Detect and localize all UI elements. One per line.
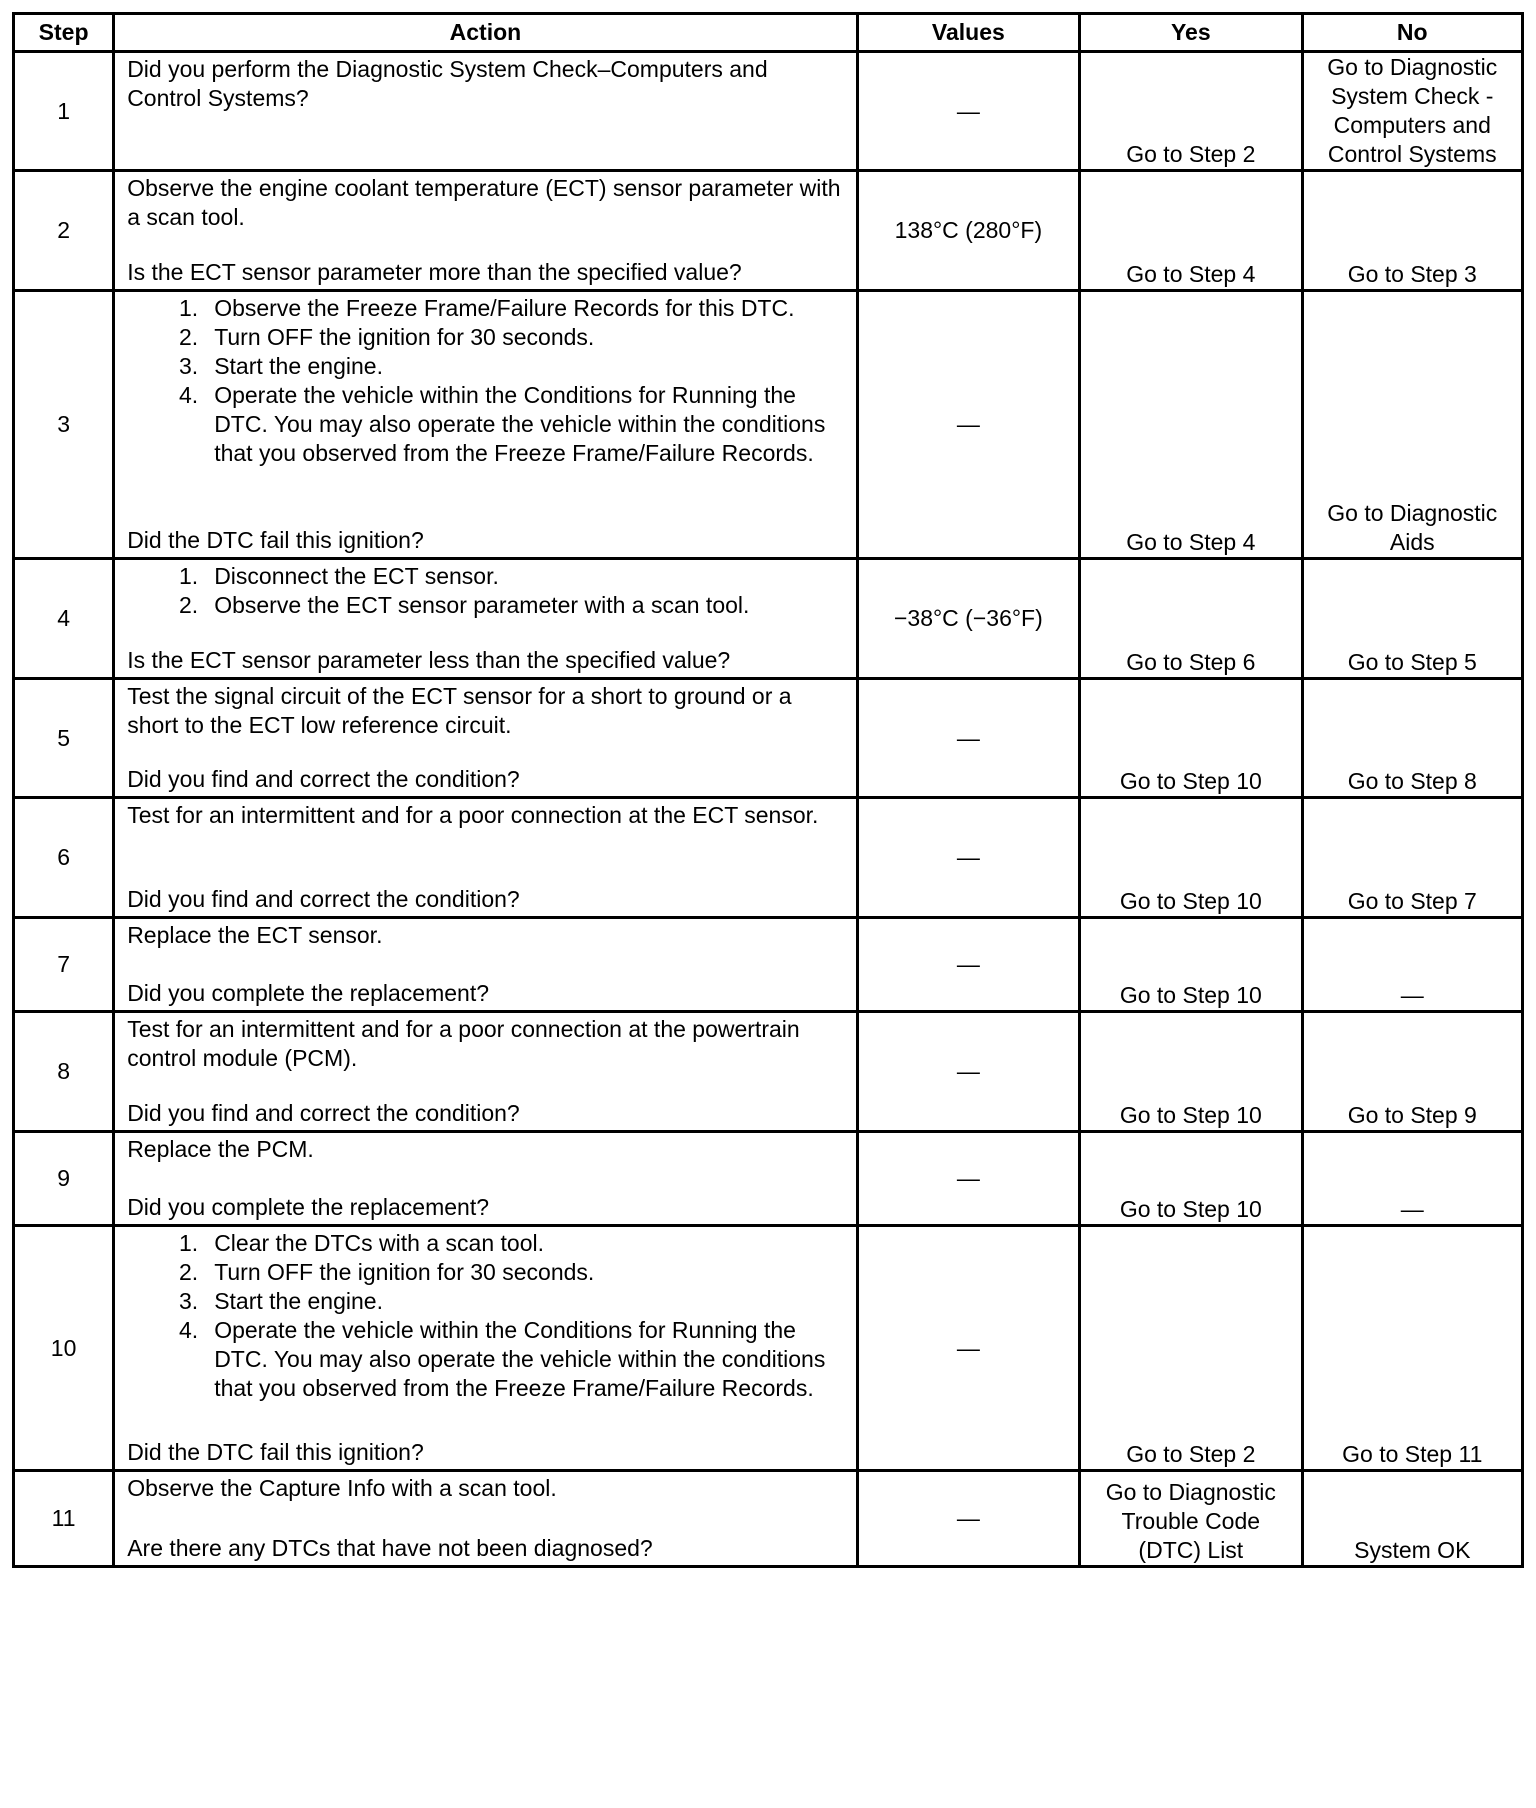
action-instruction: Observe the Capture Info with a scan tool. (127, 1475, 557, 1501)
procedure-item-number: 1. (179, 563, 199, 589)
no-cell: Go to Diagnostic System Check - Computers and Control Systems (1302, 52, 1522, 171)
procedure-list (127, 294, 843, 468)
procedure-item-number: 4. (179, 382, 199, 408)
header-step: Step (14, 14, 114, 52)
header-yes: Yes (1080, 14, 1302, 52)
action-instruction: Replace the PCM. (127, 1136, 314, 1162)
no-cell: — (1302, 918, 1522, 1012)
action-cell (114, 1012, 857, 1132)
step-number: 1 (14, 52, 114, 171)
action-cell (114, 559, 857, 679)
table-row (14, 1471, 1523, 1567)
action-question: Is the ECT sensor parameter more than the specified value? (127, 259, 742, 285)
table-row (14, 1226, 1523, 1471)
procedure-item-text: Operate the vehicle within the Conditions for Running the DTC. You may also operate the vehicle within the conditions that you observed from the Freeze Frame/Failure Records. (214, 1317, 826, 1401)
diagnostic-table (12, 12, 1524, 1568)
procedure-item-number: 2. (179, 1259, 199, 1285)
procedure-item-number: 2. (179, 592, 199, 618)
yes-cell: Go to Step 10 (1080, 918, 1302, 1012)
action-cell (114, 918, 857, 1012)
value-cell: — (857, 1132, 1079, 1226)
procedure-item (127, 562, 843, 591)
no-cell: Go to Step 3 (1302, 171, 1522, 291)
procedure-item-number: 1. (179, 1230, 199, 1256)
action-cell (114, 291, 857, 559)
action-question: Did you complete the replacement? (127, 1194, 489, 1220)
yes-cell: Go to Step 2 (1080, 1226, 1302, 1471)
action-instruction: Replace the ECT sensor. (127, 922, 383, 948)
action-instruction: Test for an intermittent and for a poor connection at the powertrain control module (PCM). (127, 1016, 800, 1071)
action-cell (114, 1226, 857, 1471)
table-row (14, 798, 1523, 918)
step-number: 4 (14, 559, 114, 679)
header-row (14, 14, 1523, 52)
procedure-list (127, 1229, 843, 1403)
action-question: Did you find and correct the condition? (127, 1100, 520, 1126)
table-row (14, 1132, 1523, 1226)
procedure-item (127, 1287, 843, 1316)
action-question: Did you complete the replacement? (127, 980, 489, 1006)
action-question: Did you find and correct the condition? (127, 886, 520, 912)
procedure-item-text: Disconnect the ECT sensor. (214, 563, 499, 589)
procedure-item-text: Start the engine. (214, 353, 383, 379)
procedure-list (127, 562, 843, 620)
yes-cell: Go to Step 10 (1080, 798, 1302, 918)
no-cell: System OK (1302, 1471, 1522, 1567)
procedure-item-number: 1. (179, 295, 199, 321)
procedure-item-text: Start the engine. (214, 1288, 383, 1314)
table-row (14, 291, 1523, 559)
value-cell: — (857, 1471, 1079, 1567)
procedure-item-text: Observe the ECT sensor parameter with a scan tool. (214, 592, 750, 618)
table-row (14, 918, 1523, 1012)
action-question: Did the DTC fail this ignition? (127, 1439, 424, 1465)
value-cell: — (857, 798, 1079, 918)
procedure-item-text: Observe the Freeze Frame/Failure Records for this DTC. (214, 295, 795, 321)
step-number: 8 (14, 1012, 114, 1132)
procedure-item (127, 381, 843, 468)
procedure-item (127, 323, 843, 352)
action-question: Did you find and correct the condition? (127, 766, 520, 792)
value-cell: −38°C (−36°F) (857, 559, 1079, 679)
procedure-item-text: Operate the vehicle within the Conditions for Running the DTC. You may also operate the vehicle within the conditions that you observed from the Freeze Frame/Failure Records. (214, 382, 826, 466)
table-row (14, 559, 1523, 679)
table-row (14, 1012, 1523, 1132)
procedure-item (127, 352, 843, 381)
header-values: Values (857, 14, 1079, 52)
action-instruction: Test the signal circuit of the ECT sensor for a short to ground or a short to the ECT low reference circuit. (127, 683, 792, 738)
value-cell: — (857, 52, 1079, 171)
no-cell: — (1302, 1132, 1522, 1226)
action-instruction: Test for an intermittent and for a poor connection at the ECT sensor. (127, 802, 819, 828)
procedure-item (127, 591, 843, 620)
procedure-item-number: 3. (179, 353, 199, 379)
step-number: 5 (14, 679, 114, 798)
step-number: 11 (14, 1471, 114, 1567)
action-cell (114, 679, 857, 798)
yes-cell: Go to Step 4 (1080, 291, 1302, 559)
yes-cell: Go to Step 4 (1080, 171, 1302, 291)
step-number: 6 (14, 798, 114, 918)
action-instruction: Observe the engine coolant temperature (ECT) sensor parameter with a scan tool. (127, 175, 841, 230)
yes-cell: Go to Step 2 (1080, 52, 1302, 171)
value-cell: 138°C (280°F) (857, 171, 1079, 291)
table-row (14, 52, 1523, 171)
step-number: 9 (14, 1132, 114, 1226)
procedure-item-number: 4. (179, 1317, 199, 1343)
no-cell: Go to Step 7 (1302, 798, 1522, 918)
procedure-item (127, 1316, 843, 1403)
action-cell (114, 171, 857, 291)
no-cell: Go to Step 9 (1302, 1012, 1522, 1132)
no-cell: Go to Step 5 (1302, 559, 1522, 679)
yes-cell: Go to Diagnostic Trouble Code (DTC) List (1080, 1471, 1302, 1567)
table-row (14, 679, 1523, 798)
table-row (14, 171, 1523, 291)
action-question: Are there any DTCs that have not been diagnosed? (127, 1535, 653, 1561)
yes-cell: Go to Step 10 (1080, 1012, 1302, 1132)
no-cell: Go to Diagnostic Aids (1302, 291, 1522, 559)
procedure-item-text: Clear the DTCs with a scan tool. (214, 1230, 544, 1256)
action-question: Did the DTC fail this ignition? (127, 527, 424, 553)
value-cell: — (857, 1226, 1079, 1471)
action-instruction: Did you perform the Diagnostic System Check–Computers and Control Systems? (127, 56, 768, 111)
yes-cell: Go to Step 10 (1080, 679, 1302, 798)
action-question: Is the ECT sensor parameter less than the specified value? (127, 647, 731, 673)
action-cell (114, 1132, 857, 1226)
header-no: No (1302, 14, 1522, 52)
procedure-item (127, 1258, 843, 1287)
action-cell (114, 1471, 857, 1567)
action-cell (114, 52, 857, 171)
value-cell: — (857, 918, 1079, 1012)
procedure-item (127, 1229, 843, 1258)
step-number: 2 (14, 171, 114, 291)
step-number: 3 (14, 291, 114, 559)
value-cell: — (857, 679, 1079, 798)
yes-cell: Go to Step 6 (1080, 559, 1302, 679)
step-number: 7 (14, 918, 114, 1012)
procedure-item-number: 3. (179, 1288, 199, 1314)
no-cell: Go to Step 11 (1302, 1226, 1522, 1471)
procedure-item-text: Turn OFF the ignition for 30 seconds. (214, 324, 595, 350)
procedure-item-number: 2. (179, 324, 199, 350)
yes-cell: Go to Step 10 (1080, 1132, 1302, 1226)
procedure-item (127, 294, 843, 323)
value-cell: — (857, 291, 1079, 559)
procedure-item-text: Turn OFF the ignition for 30 seconds. (214, 1259, 595, 1285)
step-number: 10 (14, 1226, 114, 1471)
header-action: Action (114, 14, 857, 52)
no-cell: Go to Step 8 (1302, 679, 1522, 798)
value-cell: — (857, 1012, 1079, 1132)
action-cell (114, 798, 857, 918)
